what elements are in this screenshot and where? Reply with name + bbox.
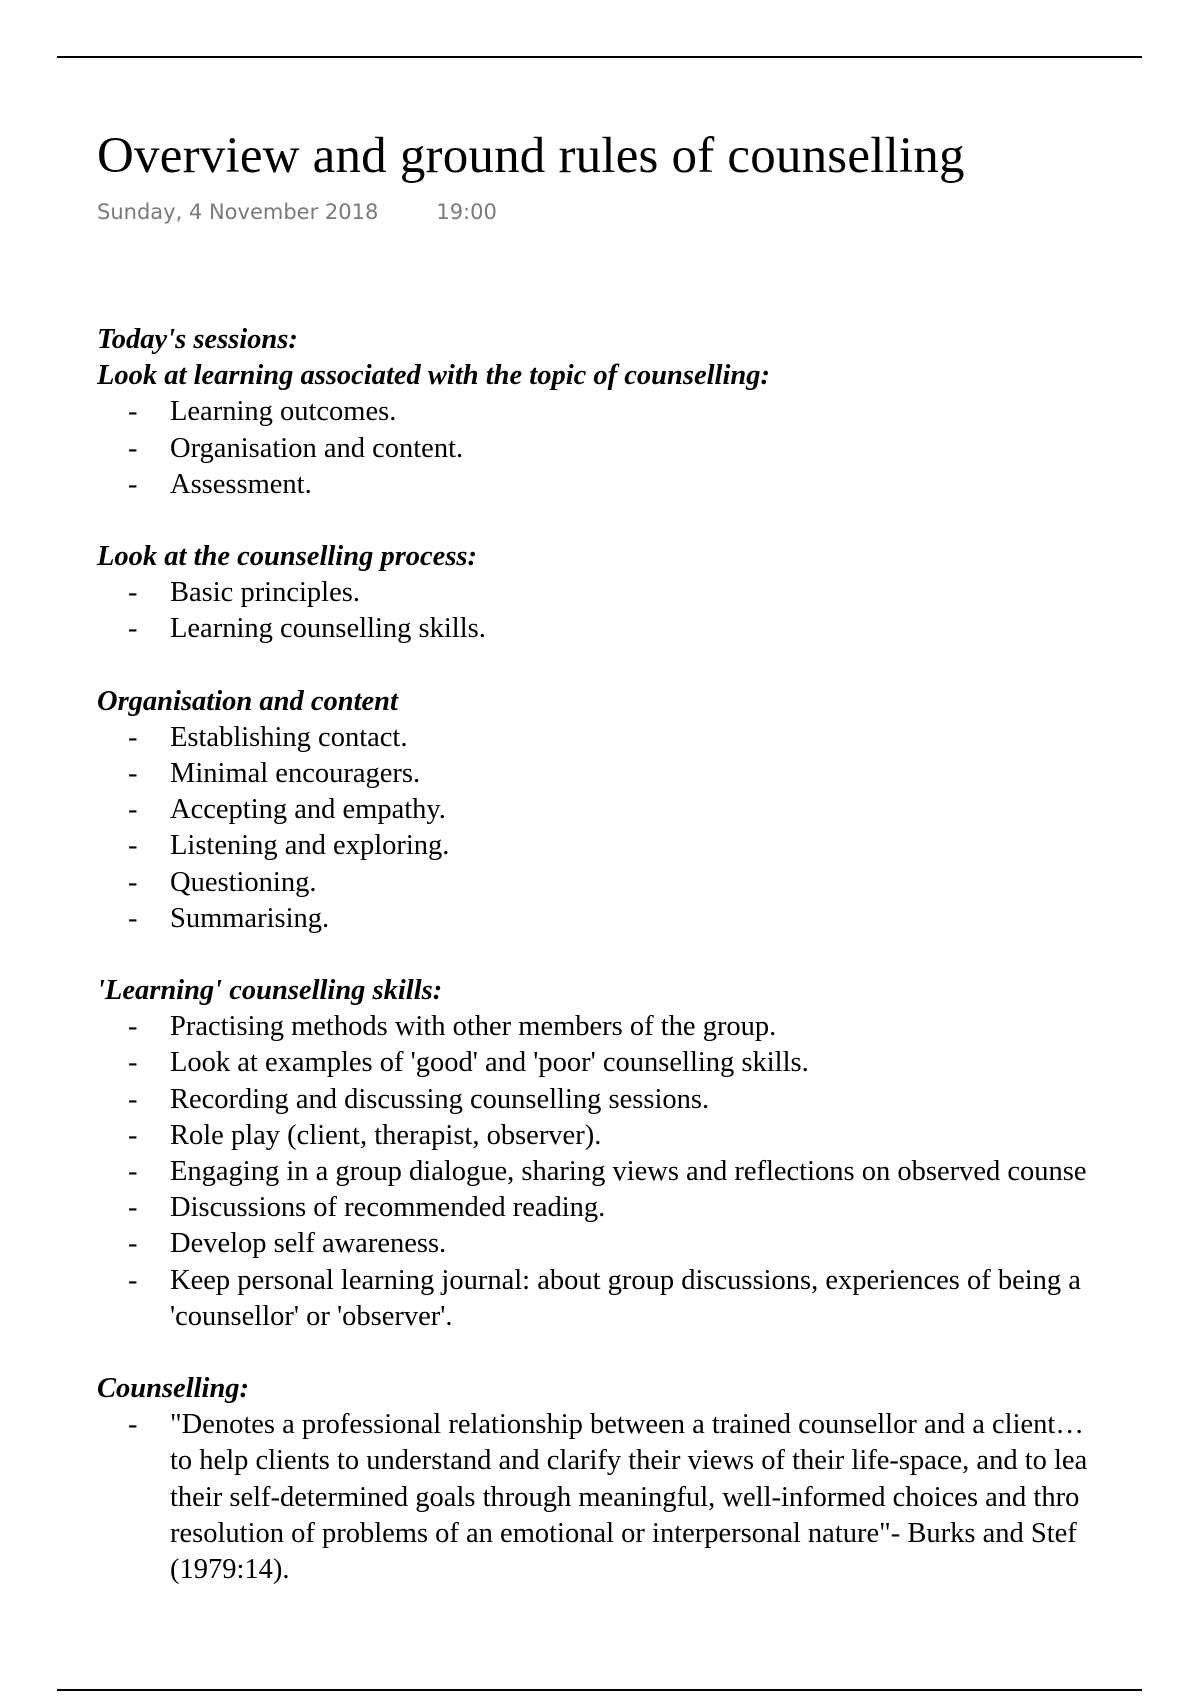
- bullet-list: [97, 1009, 1197, 1335]
- list-item: [97, 1226, 1197, 1262]
- section-heading: Today's sessions:: [97, 324, 298, 355]
- list-item: [97, 1407, 1197, 1588]
- bullet-list: [97, 1407, 1197, 1588]
- list-item-line: - Look at examples of 'good' and 'poor' counselling skills.: [170, 1047, 809, 1079]
- list-item: [97, 1190, 1197, 1226]
- note-section: [97, 1371, 1197, 1588]
- list-item: [97, 901, 1197, 937]
- list-item: [97, 394, 1197, 430]
- list-item-line: - Discussions of recommended reading.: [170, 1192, 606, 1224]
- list-item-line: - Keep personal learning journal: about group discussions, experiences of being a: [170, 1264, 1081, 1296]
- list-item-line: - Minimal encouragers.: [170, 758, 421, 790]
- list-item-line: - Role play (client, therapist, observer).: [170, 1119, 602, 1151]
- note-section: [97, 322, 1197, 503]
- bullet-list: [97, 575, 1197, 647]
- list-item: [97, 756, 1197, 792]
- list-item: [97, 1045, 1197, 1081]
- list-item-line: - Learning counselling skills.: [170, 613, 486, 645]
- top-divider: [57, 56, 1142, 58]
- list-item-line: resolution of problems of an emotional or interpersonal nature"- Burks and Stef: [170, 1517, 1077, 1549]
- bullet-list: [97, 720, 1197, 937]
- list-item-line: - Summarising.: [170, 902, 330, 934]
- page-time: 19:00: [436, 200, 497, 224]
- section-heading: Organisation and content: [97, 685, 398, 717]
- section-heading: 'Learning' counselling skills:: [97, 975, 443, 1007]
- list-item: [97, 865, 1197, 901]
- list-item-line: - Questioning.: [170, 866, 317, 898]
- list-item: [97, 1009, 1197, 1045]
- list-item-line: - Listening and exploring.: [170, 830, 450, 862]
- list-item: [97, 828, 1197, 864]
- list-item-line: - Practising methods with other members of the group.: [170, 1011, 777, 1043]
- list-item-line: (1979:14).: [170, 1554, 290, 1586]
- list-item: [97, 1263, 1197, 1335]
- list-item: [97, 431, 1197, 467]
- list-item-line: their self-determined goals through meaningful, well-informed choices and thro: [170, 1481, 1080, 1513]
- list-item-line: - Establishing contact.: [170, 721, 408, 753]
- page-title: Overview and ground rules of counselling: [97, 128, 965, 184]
- section-heading: Look at the counselling process:: [97, 541, 478, 573]
- list-item: [97, 1118, 1197, 1154]
- list-item: [97, 792, 1197, 828]
- list-item-line: - Engaging in a group dialogue, sharing views and reflections on observed counse: [170, 1156, 1087, 1188]
- list-item-line: - Basic principles.: [170, 577, 360, 609]
- list-item: [97, 467, 1197, 503]
- page-date: Sunday, 4 November 2018: [97, 200, 379, 224]
- section-heading: Look at learning associated with the topic of counselling:: [97, 360, 770, 392]
- section-heading: Counselling:: [97, 1373, 250, 1405]
- list-item: [97, 1082, 1197, 1118]
- list-item-line: - Recording and discussing counselling sessions.: [170, 1083, 710, 1115]
- note-section: [97, 539, 1197, 648]
- bullet-list: [97, 394, 1197, 503]
- page-meta: [97, 200, 497, 224]
- list-item-line: to help clients to understand and clarify their views of their life-space, and to lea: [170, 1445, 1088, 1477]
- note-section: [97, 973, 1197, 1335]
- list-item-line: - Develop self awareness.: [170, 1228, 447, 1260]
- list-item-line: - "Denotes a professional relationship between a trained counsellor and a client…: [170, 1409, 1084, 1441]
- list-item-line: - Assessment.: [170, 468, 312, 500]
- list-item: [97, 720, 1197, 756]
- list-item: [97, 611, 1197, 647]
- note-section: [97, 684, 1197, 937]
- list-item-line: - Organisation and content.: [170, 432, 464, 464]
- list-item-line: - Accepting and empathy.: [170, 794, 446, 826]
- bottom-divider: [57, 1689, 1142, 1691]
- list-item-line: - Learning outcomes.: [170, 396, 397, 428]
- list-item: [97, 575, 1197, 611]
- list-item-line: 'counsellor' or 'observer'.: [170, 1300, 453, 1332]
- list-item: [97, 1154, 1197, 1190]
- note-body: [97, 322, 1197, 1588]
